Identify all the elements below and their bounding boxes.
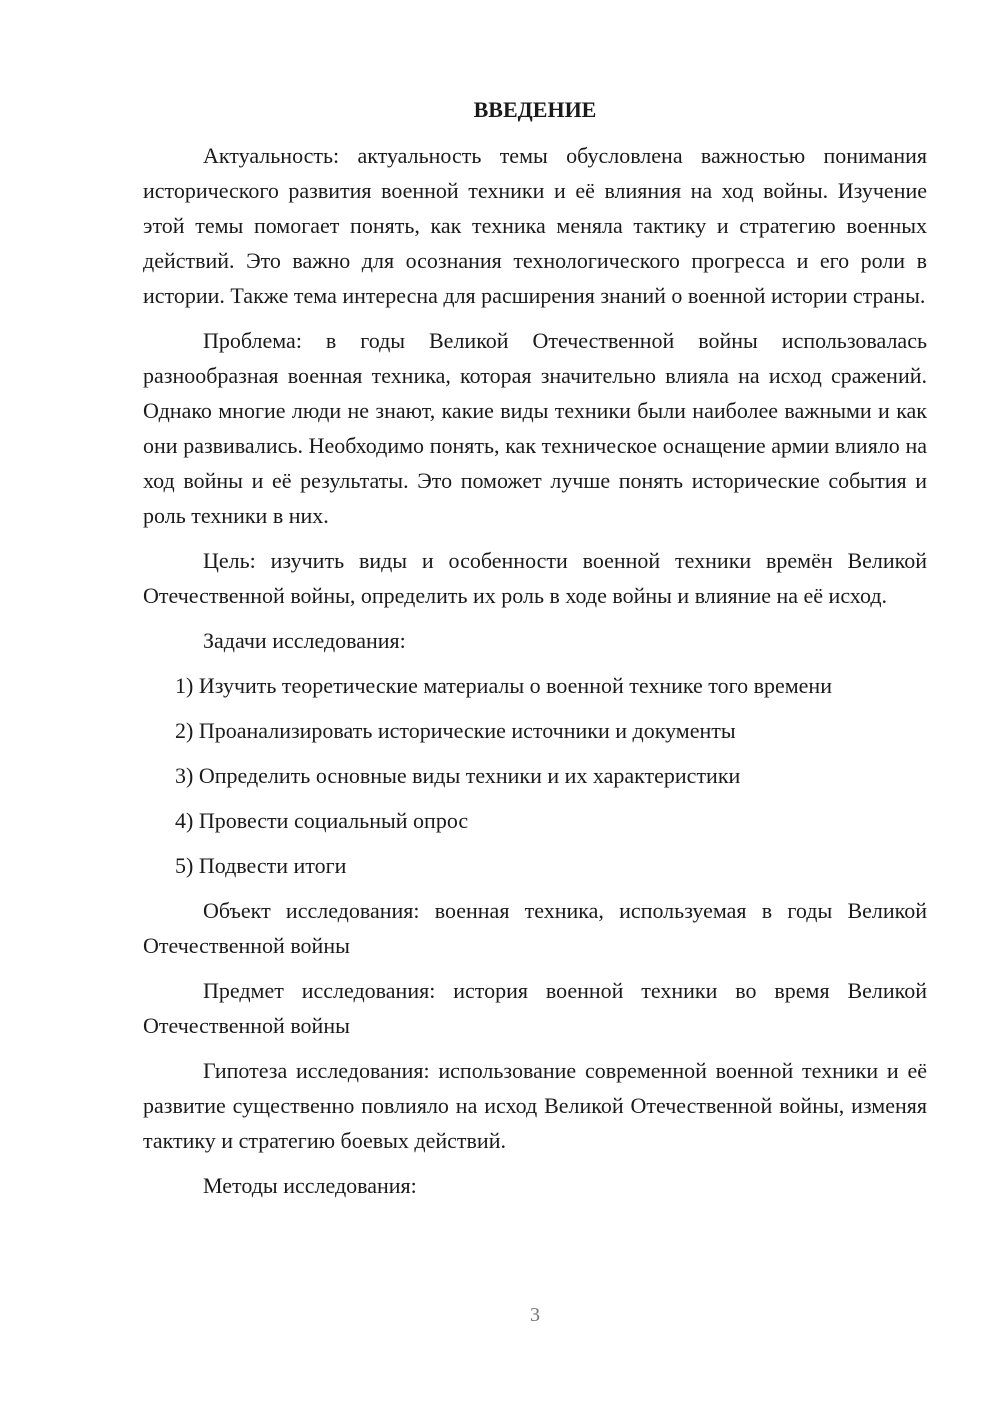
- document-page: [143, 96, 927, 1213]
- relevance-paragraph: Актуальность: актуальность темы обусловлена важностью понимания исторического развития военной техники и её влияния на ход войны. Изучение этой темы помогает понять, как техника меняла тактику и стратегию военных действий. Это важно для осознания технологического прогресса и его роли в истории. Также тема интересна для расширения знаний о военной истории страны.: [143, 143, 927, 308]
- object-paragraph: Объект исследования: военная техника, используемая в годы Великой Отечественной войны: [143, 898, 927, 958]
- tasks-list: [143, 668, 927, 883]
- list-item: 3) Определить основные виды техники и их характеристики: [175, 763, 741, 788]
- methods-paragraph: Методы исследования:: [203, 1173, 417, 1198]
- list-item: 2) Проанализировать исторические источники и документы: [175, 718, 736, 743]
- subject-paragraph: Предмет исследования: история военной техники во время Великой Отечественной войны: [143, 978, 927, 1038]
- section-title: ВВЕДЕНИЕ: [473, 97, 597, 122]
- tasks-heading: Задачи исследования:: [203, 628, 406, 653]
- list-item: 5) Подвести итоги: [175, 853, 347, 878]
- page-number: 3: [530, 1304, 540, 1326]
- problem-paragraph: Проблема: в годы Великой Отечественной войны использовалась разнообразная военная техника, которая значительно влияла на исход сражений. Однако многие люди не знают, какие виды техники были наиболее важными и как они развивались. Необходимо понять, как техническое оснащение армии влияло на ход войны и её результаты. Это поможет лучше понять исторические события и роль техники в них.: [143, 328, 927, 528]
- list-item: 4) Провести социальный опрос: [175, 808, 469, 833]
- list-item: 1) Изучить теоретические материалы о военной технике того времени: [175, 673, 832, 698]
- goal-paragraph: Цель: изучить виды и особенности военной техники времён Великой Отечественной войны, определить их роль в ходе войны и влияние на её исход.: [143, 548, 927, 608]
- hypothesis-paragraph: Гипотеза исследования: использование современной военной техники и её развитие существенно повлияло на исход Великой Отечественной войны, изменяя тактику и стратегию боевых действий.: [143, 1058, 927, 1153]
